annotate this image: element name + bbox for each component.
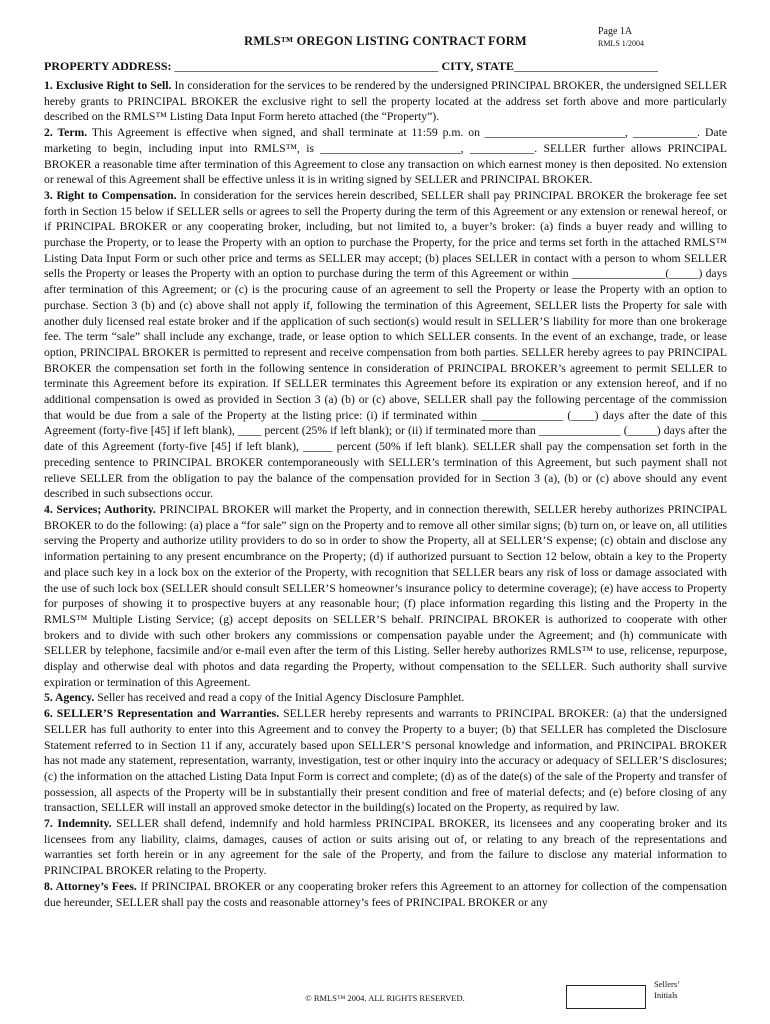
contract-page [44,24,727,910]
section-text: If PRINCIPAL BROKER or any cooperating broker refers this Agreement to an attorney for collection of the compensation due hereunder, SELLER shall pay the costs and reasonable attorney’s fees of PRINCIPAL BROKER or any [44,879,727,909]
section-text: In consideration for the services herein described, SELLER shall pay PRINCIPAL BROKER the brokerage fee set forth in Section 15 below if SELLER sells or agrees to sell the Property during the term of this Agreement or any extension or renewal hereof, or if PRINCIPAL BROKER or any cooperating broker, including, but not limited to, a buyer’s broker: (a) finds a buyer ready and willing to purchase the Property, or to lease the Property with an option to purchase the Property, for the price and terms set forth in the attached RMLS™ Listing Data Input Form or such other price and terms as SELLER may accept; (b) places SELLER in contact with a person to whom SELLER sells the Property or leases the Property with an option to purchase during the term of this Agreement or within ________________(_____) days after termination of this Agreement; or (c) is the procuring cause of an agreement to sell the Property or lease the Property with an option to purchase. Section 3 (b) and (c) above shall not apply if, following the termination of this Agreement, SELLER lists the Property for sale with another duly licensed real estate broker and if the application of such section(s) would result in SELLER’S liability for more than one brokerage fee. The term “sale” shall include any exchange, trade, or lease option to which SELLER consents. In the event of an exchange, trade, or lease option, PRINCIPAL BROKER is permitted to represent and receive compensation from both parties. SELLER hereby agrees to pay PRINCIPAL BROKER the compensation set forth in the following sentence in consideration of PRINCIPAL BROKER’s agreement to permit SELLER to terminate this Agreement before its expiration. If SELLER terminates this Agreement before its expiration or any extension hereof, and if no additional compensation is owed as provided in Section 3 (a) (b) or (c) above, SELLER shall pay the following percentage of the commission that would be due from a sale of the Property at the listing price: (i) if terminated within ______________ (____) days after the date of this Agreement (forty-five [45] if left blank), ____ percent (25% if left blank); or (ii) if terminated more than ______________ (_____) days after the date of this Agreement (forty-five [45] if left blank), _____ percent (50% if left blank). SELLER shall pay the compensation set forth in the preceding sentence to PRINCIPAL BROKER contemporaneously with SELLER’s termination of this Agreement, but such payment shall not relieve SELLER from the obligation to pay the balance of the compensation provided for in Section 3 (a), (b) or (c) above should any event described in such subsections occur. [44,188,727,501]
form-revision: RMLS 1/2004 [597,39,644,48]
section-text: This Agreement is effective when signed, and shall terminate at 11:59 p.m. on ________________________, ___________. Date marketing to begin, including input into RMLS™, is ________________________, ___________. SELLER further allows PRINCIPAL BROKER a reasonable time after termination of this Agreement to close any transaction on which earnest money is then deposited. No extension or renewal of this Agreement shall be effective unless it is in writing signed by SELLER and PRINCIPAL BROKER. [44,126,728,187]
form-title: RMLS™ OREGON LISTING CONTRACT FORM [244,34,527,48]
section-text: SELLER hereby represents and warrants to PRINCIPAL BROKER: (a) that the undersigned SELLER has full authority to enter into this Agreement and to convey the Property to a buyer; (b) that SELLER has completed the Disclosure Statement referred to in Section 11 if any, accurately based upon SELLER’S personal knowledge and information, and PRINCIPAL BROKER has not made any statement, representation, warranty, investigation, test or other inquiry into the accuracy or adequacy of SELLER’S disclosures; (c) the information on the attached Listing Data Input Form is correct and complete; (d) as of the date(s) of the sale of the Property and transfer of possession, all aspects of the Property will be in substantially their present condition and free of material defects; and (e) before closing of any transaction, SELLER will install an approved smoke detector in the building(s) located on the Property, as required by law. [44,707,727,815]
section-heading: 3. Right to Compensation. [44,188,177,202]
page-label: Page 1A [597,26,633,37]
section-heading: 6. SELLER’S Representation and Warranties. [44,707,280,721]
section-3 [44,188,727,502]
section-8 [44,879,727,910]
contract-body [44,78,727,910]
property-address-label: PROPERTY ADDRESS: [44,59,172,73]
section-text: PRINCIPAL BROKER will market the Property, and in connection therewith, SELLER hereby authorizes PRINCIPAL BROKER to do the following: (a) place a “for sale” sign on the Property and to remove all other similar signs; (b) turn on, or leave on, all utilities serving the Property and authorize utility providers to do so in order to show the Property, all at SELLER’S expense; (c) obtain and disclose any information pertaining to any present encumbrance on the Property; (d) if authorized pursuant to Section 12 below, obtain a key to the Property and place such key in a lock box on the exterior of the Property, with recognition that SELLER bears any risk of loss or damage associated with the use of such lock box (SELLER should consult SELLER’S homeowner’s insurance policy to determine coverage); (e) have access to Property for purposes of showing it to prospective buyers at any reasonable hour; (f) place information regarding this listing and the Property in the RMLS™ Multiple Listing Service; (g) accept deposits on SELLER’S behalf. PRINCIPAL BROKER is authorized to cooperate with other brokers and to divide with such other brokers any commissions or compensation payable under the Agreement; and (h) communicate with SELLER by telephone, facsimile and/or e-mail even after the term of this Listing. Seller hereby authorizes RMLS™ to use, relicense, repurpose, display and otherwise deal with photos and data regarding the Property, without compensation to the SELLER. Such authority shall survive expiration or termination of this Agreement. [44,502,727,689]
section-heading: 2. Term. [44,126,88,140]
section-6 [44,706,727,816]
section-text: Seller has received and read a copy of the Initial Agency Disclosure Pamphlet. [94,691,465,705]
section-5 [44,690,727,706]
section-4 [44,502,727,690]
initials-label-line2: Initials [654,990,678,1000]
sellers-initials-box[interactable] [566,985,646,1009]
page-number [598,26,644,49]
section-text: SELLER shall defend, indemnify and hold harmless PRINCIPAL BROKER, its licensees and any cooperating broker and its licensees from any liability, claims, damages, causes of action or suits arising out of, or relating to any breach of the representations and warranties set forth herein or in any agreement for the sale of the Property, and from the failure to disclose any material information to PRINCIPAL BROKER relating to the Property. [44,817,728,878]
sellers-initials-label [654,979,694,1001]
section-2 [44,125,727,188]
initials-label-line1: Sellers’ [654,979,680,989]
section-7 [44,816,727,879]
property-address-line [44,56,727,76]
section-heading: 7. Indemnity. [44,817,112,831]
city-state-label: CITY, STATE [438,59,514,73]
footer [0,979,770,1015]
section-1 [44,78,727,125]
section-heading: 4. Services; Authority. [44,502,156,516]
section-heading: 1. Exclusive Right to Sell. [44,79,172,92]
copyright-notice: © RMLS™ 2004. ALL RIGHTS RESERVED. [305,993,465,1003]
section-heading: 5. Agency. [44,691,95,705]
section-text: In consideration for the services to be rendered by the undersigned PRINCIPAL BROKER, the undersigned SELLER hereby grants to PRINCIPAL BROKER the exclusive right to sell the property located at the address set forth above and more particularly described on the RMLS™ Listing Data Input Form hereto attached (the “Property”). [44,79,727,124]
header [44,24,727,54]
city-state-blank[interactable]: ________________________ [513,59,658,73]
property-address-blank[interactable]: ____________________________________________ [171,59,439,73]
section-heading: 8. Attorney’s Fees. [44,879,137,893]
